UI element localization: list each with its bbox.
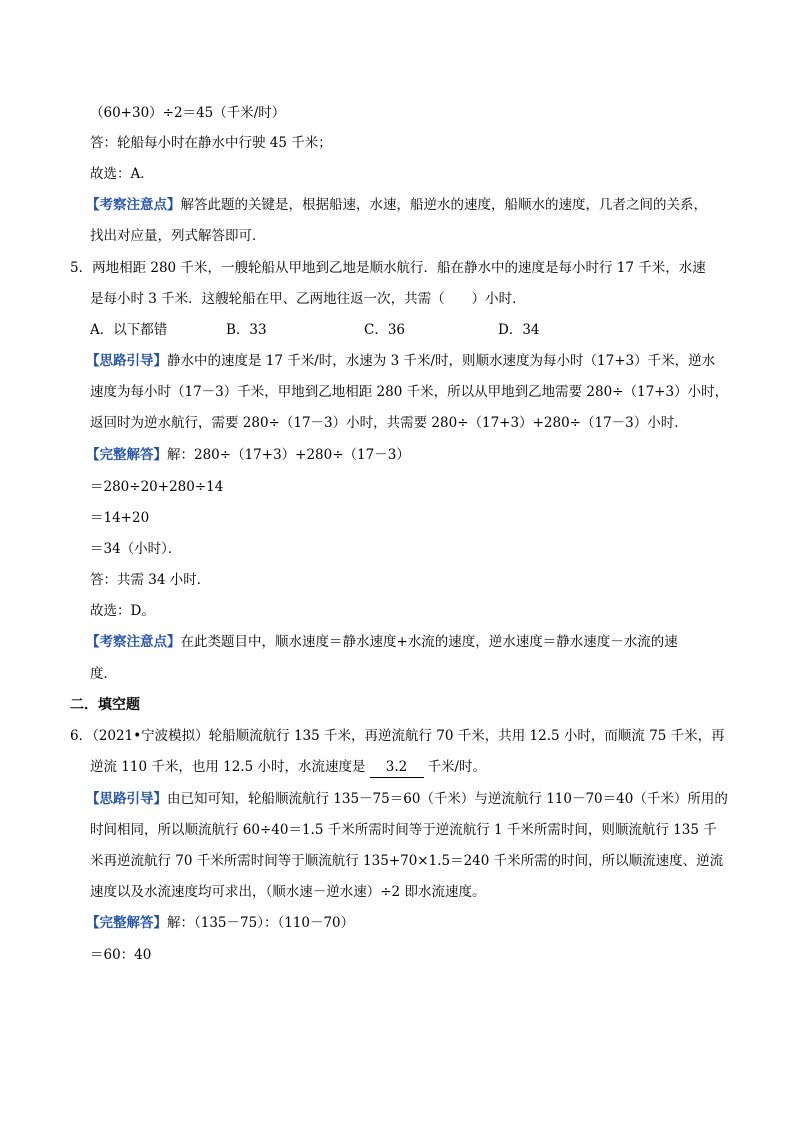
note-text: 解答此题的关键是，根据船速，水速，船逆水的速度，船顺水的速度，几者之间的关系，: [180, 197, 707, 213]
hint-text: 由已知可知，轮船顺流航行 135－75＝60（千米）与逆流航行 110－70＝40（千米）所用的: [167, 791, 728, 807]
option-c: C．36: [364, 322, 406, 338]
solution-step: ＝34（小时）．: [90, 541, 182, 557]
solution-tag: 【完整解答】: [86, 447, 167, 463]
q5-note: [86, 632, 678, 652]
section-heading: 二．填空题: [70, 697, 140, 713]
solution-step: ＝280÷20+280÷14: [90, 479, 224, 495]
option-b: B．33: [226, 322, 267, 338]
answer-blank: 3.2: [370, 757, 424, 778]
note-tag: 【考察注意点】: [86, 634, 181, 650]
hint-text: 返回时为逆水航行，需要 280÷（17－3）小时，共需要 280÷（17+3）+280÷（17－3）小时．: [90, 415, 688, 431]
q6-hint: [86, 789, 728, 809]
q4-note: [86, 195, 707, 215]
question-6-text: [90, 757, 486, 778]
choice-line: 故选：A．: [90, 166, 154, 182]
solution-text: 解：280÷（17+3）+280÷（17－3）: [167, 447, 410, 463]
hint-text: 米再逆流航行 70 千米所需时间等于顺流航行 135+70×1.5＝240 千米所需的时间，所以顺流速度、逆流: [90, 853, 724, 869]
note-text: 在此类题目中，顺水速度＝静水速度+水流的速度，逆水速度＝静水速度－水流的速: [180, 634, 678, 650]
hint-text: 时间相同，所以顺流航行 60÷40＝1.5 千米所需时间等于逆流航行 1 千米所需时间，则顺流航行 135 千: [90, 822, 717, 838]
hint-tag: 【思路引导】: [86, 791, 167, 807]
hint-text: 速度为每小时（17－3）千米，甲地到乙地相距 280 千米，所以从甲地到乙地需要 280÷（17+3）小时，: [90, 384, 729, 400]
answer-line: 答：轮船每小时在静水中行驶 45 千米；: [90, 135, 332, 151]
solution-text: 解：（135－75）：（110－70）: [167, 915, 355, 931]
q5-solution: [86, 445, 410, 465]
question-6-text: 6．（2021•宁波模拟）轮船顺流航行 135 千米，再逆流航行 70 千米，共用 12.5 小时，而顺流 75 千米，再: [70, 728, 725, 744]
question-5-text: 是每小时 3 千米．这艘轮船在甲、乙两地往返一次，共需（ ）小时．: [90, 291, 526, 307]
note-text: 度．: [90, 666, 117, 682]
question-5-text: 5．两地相距 280 千米，一艘轮船从甲地到乙地是顺水航行．船在静水中的速度是每小时行 17 千米，水速: [70, 260, 706, 276]
option-a: A．以下都错: [90, 322, 168, 338]
solution-line: （60+30）÷2＝45（千米/时）: [90, 105, 286, 121]
solution-step: ＝14+20: [90, 510, 150, 526]
note-text: 找出对应量，列式解答即可．: [90, 228, 266, 244]
option-d: D．34: [498, 322, 540, 338]
solution-tag: 【完整解答】: [86, 915, 167, 931]
q5-hint: [86, 351, 715, 371]
question-6-suffix: 千米/时。: [427, 759, 487, 775]
answer-line: 答：共需 34 小时．: [90, 572, 211, 588]
note-tag: 【考察注意点】: [86, 197, 181, 213]
hint-text: 静水中的速度是 17 千米/时，水速为 3 千米/时，则顺水速度为每小时（17+3）千米，逆水: [167, 353, 716, 369]
hint-tag: 【思路引导】: [86, 353, 167, 369]
question-6-prefix: 逆流 110 千米，也用 12.5 小时，水流速度是: [90, 759, 366, 775]
choice-line: 故选：D。: [90, 603, 155, 619]
hint-text: 速度以及水流速度均可求出，（顺水速－逆水速）÷2 即水流速度。: [90, 884, 486, 900]
q6-solution: [86, 913, 354, 933]
solution-step: ＝60：40: [90, 947, 152, 963]
